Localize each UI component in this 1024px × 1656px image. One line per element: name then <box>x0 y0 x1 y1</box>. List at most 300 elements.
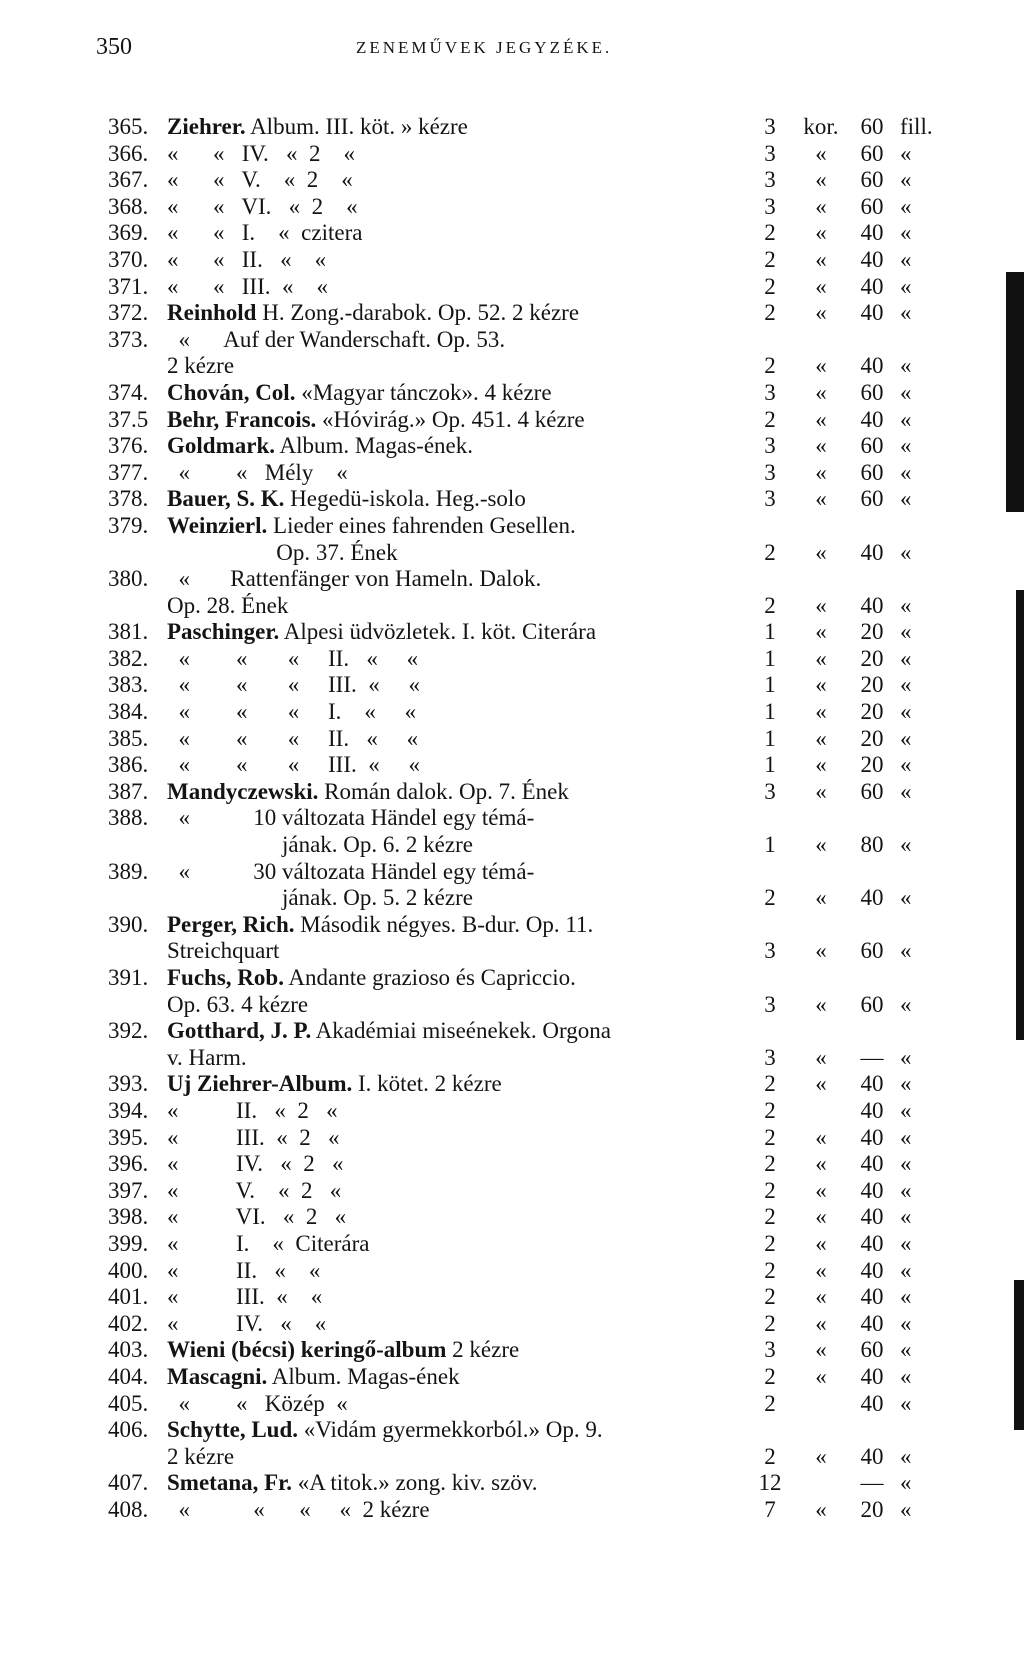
price-fill-unit: « <box>900 1204 912 1230</box>
catalogue-row <box>0 832 1024 859</box>
price-fill: 60 <box>860 140 884 166</box>
entry-title: « « « III. « « <box>167 672 420 698</box>
price-kor: 2 <box>764 1284 776 1310</box>
entry-title: Album. Magas-ének <box>267 1363 460 1389</box>
entry-author: Fuchs, Rob. <box>167 965 284 990</box>
price-kor: 3 <box>764 167 776 193</box>
entry-description <box>167 619 596 646</box>
catalogue-row <box>0 672 1024 699</box>
entry-number: 379. <box>108 512 149 538</box>
price-kor-unit: « <box>815 1204 827 1230</box>
catalogue-row <box>0 1497 1024 1524</box>
price-fill: 60 <box>860 167 884 193</box>
price-fill: 40 <box>860 406 884 432</box>
entry-author: Perger, Rich. <box>167 911 295 937</box>
entry-description <box>167 1444 234 1471</box>
catalogue-row <box>0 646 1024 673</box>
entry-number: 403. <box>108 1337 149 1363</box>
entry-description <box>167 938 279 965</box>
entry-title: jának. Op. 5. 2 kézre <box>167 885 473 911</box>
entry-number: 393. <box>108 1071 149 1097</box>
running-title: ZENEMŰVEK JEGYZÉKE. <box>356 38 613 57</box>
entry-number: 377. <box>108 459 149 485</box>
price-kor-unit: « <box>815 167 827 193</box>
entry-author: Chován, Col. <box>167 379 296 405</box>
entry-title: Album. Magas-ének. <box>274 433 473 459</box>
entry-number: 395. <box>108 1124 149 1150</box>
entry-description <box>167 141 355 168</box>
price-kor-unit: « <box>815 1337 827 1363</box>
price-fill-unit: « <box>900 938 912 964</box>
entry-description <box>167 752 420 779</box>
price-kor-unit: « <box>815 645 827 671</box>
catalogue-row <box>0 300 1024 327</box>
price-kor-unit: « <box>815 379 827 405</box>
catalogue-row <box>0 1125 1024 1152</box>
entry-title: « « « « 2 kézre <box>167 1496 430 1522</box>
price-kor-unit: « <box>815 725 827 751</box>
catalogue-row <box>0 540 1024 567</box>
entry-description <box>167 167 353 194</box>
entry-author: Goldmark. <box>167 433 275 459</box>
price-fill-unit: « <box>900 167 912 193</box>
catalogue-row <box>0 220 1024 247</box>
price-fill: 20 <box>860 645 884 671</box>
entry-title: Streichquart <box>167 938 280 964</box>
price-kor-unit: « <box>815 1151 827 1177</box>
price-kor: 2 <box>764 406 776 432</box>
entry-author: Bauer, S. K. <box>167 486 285 512</box>
price-fill-unit: « <box>900 433 912 459</box>
entry-description <box>167 1497 430 1524</box>
entry-title: « III. « « <box>167 1284 323 1310</box>
price-kor-unit: « <box>815 592 827 618</box>
entry-description <box>167 433 473 460</box>
price-fill-unit: « <box>900 300 912 326</box>
price-kor: 2 <box>764 1177 776 1203</box>
entry-number: 396. <box>108 1151 149 1177</box>
entry-number: 404. <box>108 1363 149 1389</box>
entry-title: « Auf der Wanderschaft. Op. 53. <box>167 326 506 352</box>
price-kor: 1 <box>764 672 776 698</box>
price-fill-unit: « <box>900 1177 912 1203</box>
price-fill-unit: « <box>900 193 912 219</box>
entry-title: jának. Op. 6. 2 kézre <box>167 832 473 858</box>
entry-description <box>167 1364 460 1391</box>
entry-number: 37.5 <box>108 406 149 432</box>
entry-title: « IV. « « <box>167 1310 327 1336</box>
price-fill-unit: « <box>900 1470 912 1496</box>
price-fill-unit: « <box>900 778 912 804</box>
entry-description <box>167 1391 348 1418</box>
price-kor: 1 <box>764 699 776 725</box>
entry-author: Reinhold <box>167 300 257 326</box>
catalogue-row <box>0 167 1024 194</box>
price-fill: 40 <box>860 1097 884 1123</box>
entry-title: « « I. « czitera <box>167 220 363 246</box>
price-kor-unit: « <box>815 752 827 778</box>
price-fill-unit: « <box>900 1044 912 1070</box>
price-kor-unit: « <box>815 1044 827 1070</box>
entry-title: « « Mély « <box>167 459 348 485</box>
entry-title: « « VI. « 2 « <box>167 193 358 219</box>
entry-description <box>167 566 541 593</box>
entry-number: 371. <box>108 273 149 299</box>
price-kor-unit: « <box>815 778 827 804</box>
entry-description <box>167 274 328 301</box>
price-kor: 1 <box>764 725 776 751</box>
price-kor-unit: « <box>815 938 827 964</box>
entry-number: 402. <box>108 1310 149 1336</box>
catalogue-row <box>0 1311 1024 1338</box>
price-kor: 2 <box>764 273 776 299</box>
catalogue-row <box>0 1018 1024 1045</box>
catalogue-row <box>0 699 1024 726</box>
entry-description <box>167 407 585 434</box>
price-fill: 60 <box>860 114 884 139</box>
catalogue-row <box>0 194 1024 221</box>
price-kor-unit: « <box>815 300 827 326</box>
price-kor-unit: « <box>815 1124 827 1150</box>
entry-title: Hegedü-iskola. Heg.-solo <box>284 486 526 512</box>
page-number: 350 <box>96 34 132 60</box>
entry-author: Mandyczewski. <box>167 778 319 804</box>
entry-title: «A titok.» zong. kiv. szöv. <box>292 1470 538 1496</box>
price-fill-unit: « <box>900 725 912 751</box>
entry-title: Op. 63. 4 kézre <box>167 991 309 1017</box>
entry-author: Behr, Francois. <box>167 406 317 432</box>
entry-title: Op. 28. Ének <box>167 592 289 618</box>
entry-title: « « « II. « « <box>167 725 419 751</box>
price-fill: 40 <box>860 1230 884 1256</box>
entry-number: 401. <box>108 1284 149 1310</box>
entry-description <box>167 353 234 380</box>
price-kor-unit: « <box>815 991 827 1017</box>
entry-description <box>167 646 418 673</box>
entry-title: 2 kézre <box>446 1337 520 1363</box>
price-fill-unit: « <box>900 1071 912 1097</box>
entry-number: 376. <box>108 433 149 459</box>
price-fill: 20 <box>860 752 884 778</box>
entry-title: v. Harm. <box>167 1044 247 1070</box>
price-fill: 40 <box>860 885 884 911</box>
price-kor-unit: « <box>815 699 827 725</box>
catalogue-row <box>0 619 1024 646</box>
entry-title: Album. III. köt. » kézre <box>245 114 468 139</box>
price-fill-unit: « <box>900 991 912 1017</box>
entry-number: 369. <box>108 220 149 246</box>
price-fill-unit: « <box>900 832 912 858</box>
catalogue-row <box>0 805 1024 832</box>
price-kor: 1 <box>764 645 776 671</box>
catalogue-row <box>0 1098 1024 1125</box>
page-header <box>96 34 936 64</box>
catalogue-row <box>0 114 1024 141</box>
catalogue-row <box>0 992 1024 1019</box>
price-fill: 40 <box>860 1177 884 1203</box>
price-fill: — <box>860 1470 884 1496</box>
entry-description <box>167 593 288 620</box>
entry-title: « « Közép « <box>167 1390 348 1416</box>
catalogue-row <box>0 1071 1024 1098</box>
price-kor: 2 <box>764 885 776 911</box>
entry-number: 367. <box>108 167 149 193</box>
entry-number: 378. <box>108 486 149 512</box>
price-kor-unit: « <box>815 619 827 645</box>
catalogue-row <box>0 752 1024 779</box>
entry-title: « « « III. « « <box>167 752 420 778</box>
price-kor-unit: « <box>815 486 827 512</box>
price-kor: 2 <box>764 220 776 246</box>
price-kor-unit: « <box>815 246 827 272</box>
price-fill: 60 <box>860 193 884 219</box>
price-kor: 1 <box>764 619 776 645</box>
entry-number: 408. <box>108 1496 149 1522</box>
price-kor-unit: « <box>815 1443 827 1469</box>
price-kor: 2 <box>764 1097 776 1123</box>
entry-title: « Rattenfänger von Hameln. Dalok. <box>167 566 542 592</box>
price-fill-unit: « <box>900 353 912 379</box>
price-fill-unit: « <box>900 1390 912 1416</box>
price-fill-unit: « <box>900 273 912 299</box>
catalogue-row <box>0 1391 1024 1418</box>
entry-description <box>167 1151 344 1178</box>
entry-description <box>167 965 576 992</box>
catalogue-row <box>0 274 1024 301</box>
catalogue-row <box>0 885 1024 912</box>
catalogue-row <box>0 1231 1024 1258</box>
entry-title: « « « II. « « <box>167 645 419 671</box>
entry-description <box>167 726 418 753</box>
price-fill-unit: fill. <box>900 114 933 139</box>
entry-description <box>167 779 569 806</box>
entry-title: H. Zong.-darabok. Op. 52. 2 kézre <box>256 300 580 326</box>
price-fill: 40 <box>860 1204 884 1230</box>
price-kor: 3 <box>764 938 776 964</box>
entry-description <box>167 885 473 912</box>
price-fill: 40 <box>860 300 884 326</box>
entry-description <box>167 1417 603 1444</box>
entry-number: 394. <box>108 1097 149 1123</box>
entry-description <box>167 859 534 886</box>
catalogue-row <box>0 726 1024 753</box>
price-fill: 60 <box>860 486 884 512</box>
entry-description <box>167 460 348 487</box>
price-kor: 2 <box>764 1443 776 1469</box>
catalogue-row <box>0 327 1024 354</box>
entry-title: Akadémiai miseénekek. Orgona <box>311 1018 611 1044</box>
entry-number: 390. <box>108 911 149 937</box>
catalogue-row <box>0 1444 1024 1471</box>
price-kor: 2 <box>764 1230 776 1256</box>
entry-number: 382. <box>108 645 149 671</box>
price-fill: 40 <box>860 1363 884 1389</box>
price-kor: 2 <box>764 1310 776 1336</box>
price-fill-unit: « <box>900 1443 912 1469</box>
price-fill-unit: « <box>900 1496 912 1522</box>
scan-edge-mark <box>1014 1280 1024 1430</box>
entry-number: 381. <box>108 619 149 645</box>
catalogue-row <box>0 247 1024 274</box>
price-kor-unit: « <box>815 459 827 485</box>
catalogue-row <box>0 486 1024 513</box>
price-fill-unit: « <box>900 1097 912 1123</box>
price-fill-unit: « <box>900 645 912 671</box>
price-fill: 60 <box>860 379 884 405</box>
entry-title: « « « I. « « <box>167 699 417 725</box>
entry-number: 370. <box>108 246 149 272</box>
price-kor: 2 <box>764 246 776 272</box>
price-kor-unit: « <box>815 672 827 698</box>
price-fill-unit: « <box>900 459 912 485</box>
price-fill-unit: « <box>900 379 912 405</box>
entry-title: Lieder eines fahrenden Gesellen. <box>267 512 576 538</box>
catalogue-row <box>0 1417 1024 1444</box>
entry-author: Smetana, Fr. <box>167 1470 293 1496</box>
price-fill: 40 <box>860 1124 884 1150</box>
entry-number: 383. <box>108 672 149 698</box>
price-fill: 20 <box>860 672 884 698</box>
catalogue-list <box>0 114 1024 1523</box>
entry-description <box>167 672 420 699</box>
price-fill: 40 <box>860 220 884 246</box>
price-fill: 40 <box>860 353 884 379</box>
catalogue-row <box>0 1284 1024 1311</box>
entry-description <box>167 1098 338 1125</box>
price-fill-unit: « <box>900 140 912 166</box>
price-kor: 1 <box>764 752 776 778</box>
entry-description <box>167 513 576 540</box>
price-kor-unit: « <box>815 1257 827 1283</box>
price-fill-unit: « <box>900 1337 912 1363</box>
entry-description <box>167 1071 502 1098</box>
price-kor-unit: « <box>815 1363 827 1389</box>
price-kor-unit: « <box>815 885 827 911</box>
price-kor-unit: « <box>815 1230 827 1256</box>
catalogue-row <box>0 1470 1024 1497</box>
price-kor: 2 <box>764 300 776 326</box>
price-kor: 3 <box>764 1337 776 1363</box>
price-fill: — <box>860 1044 884 1070</box>
entry-number: 389. <box>108 858 149 884</box>
entry-number: 380. <box>108 566 149 592</box>
price-fill: 40 <box>860 1071 884 1097</box>
entry-number: 373. <box>108 326 149 352</box>
price-fill: 80 <box>860 832 884 858</box>
entry-title: « VI. « 2 « <box>167 1204 347 1230</box>
entry-number: 387. <box>108 778 149 804</box>
catalogue-row <box>0 407 1024 434</box>
entry-number: 372. <box>108 300 149 326</box>
price-kor-unit: « <box>815 1071 827 1097</box>
price-fill-unit: « <box>900 406 912 432</box>
price-fill: 60 <box>860 778 884 804</box>
price-fill-unit: « <box>900 1284 912 1310</box>
entry-description <box>167 1231 369 1258</box>
price-fill-unit: « <box>900 619 912 645</box>
entry-description <box>167 1470 538 1497</box>
entry-title: « I. « Citerára <box>167 1230 370 1256</box>
price-fill: 60 <box>860 938 884 964</box>
catalogue-row <box>0 1204 1024 1231</box>
entry-description <box>167 220 362 247</box>
entry-title: « IV. « 2 « <box>167 1151 344 1177</box>
catalogue-row <box>0 141 1024 168</box>
entry-number: 392. <box>108 1018 149 1044</box>
entry-number: 398. <box>108 1204 149 1230</box>
catalogue-row <box>0 779 1024 806</box>
entry-title: 2 kézre <box>167 353 235 379</box>
price-kor-unit: « <box>815 539 827 565</box>
entry-number: 405. <box>108 1390 149 1416</box>
price-kor: 3 <box>764 1044 776 1070</box>
entry-description <box>167 486 526 513</box>
price-kor-unit: « <box>815 1284 827 1310</box>
entry-title: «Hóvirág.» Op. 451. 4 kézre <box>316 406 585 432</box>
price-fill: 40 <box>860 1284 884 1310</box>
entry-number: 384. <box>108 699 149 725</box>
price-kor: 2 <box>764 1257 776 1283</box>
entry-description <box>167 1045 247 1072</box>
price-fill: 40 <box>860 1390 884 1416</box>
price-kor: 2 <box>764 1390 776 1416</box>
entry-number: 386. <box>108 752 149 778</box>
entry-author: Gotthard, J. P. <box>167 1018 312 1044</box>
entry-description <box>167 992 308 1019</box>
entry-number: 365. <box>108 114 149 139</box>
price-kor-unit: « <box>815 433 827 459</box>
entry-number: 399. <box>108 1230 149 1256</box>
price-kor-unit: « <box>815 273 827 299</box>
price-kor-unit: « <box>815 193 827 219</box>
price-kor-unit: « <box>815 832 827 858</box>
price-kor: 12 <box>758 1470 782 1496</box>
entry-title: « 10 változata Händel egy témá- <box>167 805 535 831</box>
price-fill: 60 <box>860 1337 884 1363</box>
price-fill: 20 <box>860 725 884 751</box>
scan-edge-mark <box>1006 272 1024 512</box>
entry-title: Andante grazioso és Capriccio. <box>283 965 576 990</box>
price-kor: 2 <box>764 1363 776 1389</box>
catalogue-row <box>0 353 1024 380</box>
price-fill: 60 <box>860 433 884 459</box>
price-fill: 40 <box>860 1257 884 1283</box>
entry-title: « V. « 2 « <box>167 1177 342 1203</box>
price-kor: 3 <box>764 114 776 139</box>
catalogue-row <box>0 513 1024 540</box>
price-kor: 7 <box>764 1496 776 1522</box>
price-kor-unit: « <box>815 1496 827 1522</box>
catalogue-row <box>0 1364 1024 1391</box>
entry-author: Mascagni. <box>167 1363 268 1389</box>
entry-author: Ziehrer. <box>167 114 246 139</box>
price-kor: 3 <box>764 459 776 485</box>
entry-number: 406. <box>108 1417 149 1443</box>
price-fill-unit: « <box>900 1257 912 1283</box>
price-kor-unit: « <box>815 353 827 379</box>
price-kor: 2 <box>764 353 776 379</box>
price-fill-unit: « <box>900 486 912 512</box>
catalogue-row <box>0 1178 1024 1205</box>
entry-number: 366. <box>108 140 149 166</box>
entry-description <box>167 1337 519 1364</box>
entry-number: 391. <box>108 965 149 990</box>
entry-description <box>167 1018 611 1045</box>
price-fill: 20 <box>860 619 884 645</box>
price-fill-unit: « <box>900 752 912 778</box>
price-fill-unit: « <box>900 592 912 618</box>
catalogue-row <box>0 965 1024 992</box>
